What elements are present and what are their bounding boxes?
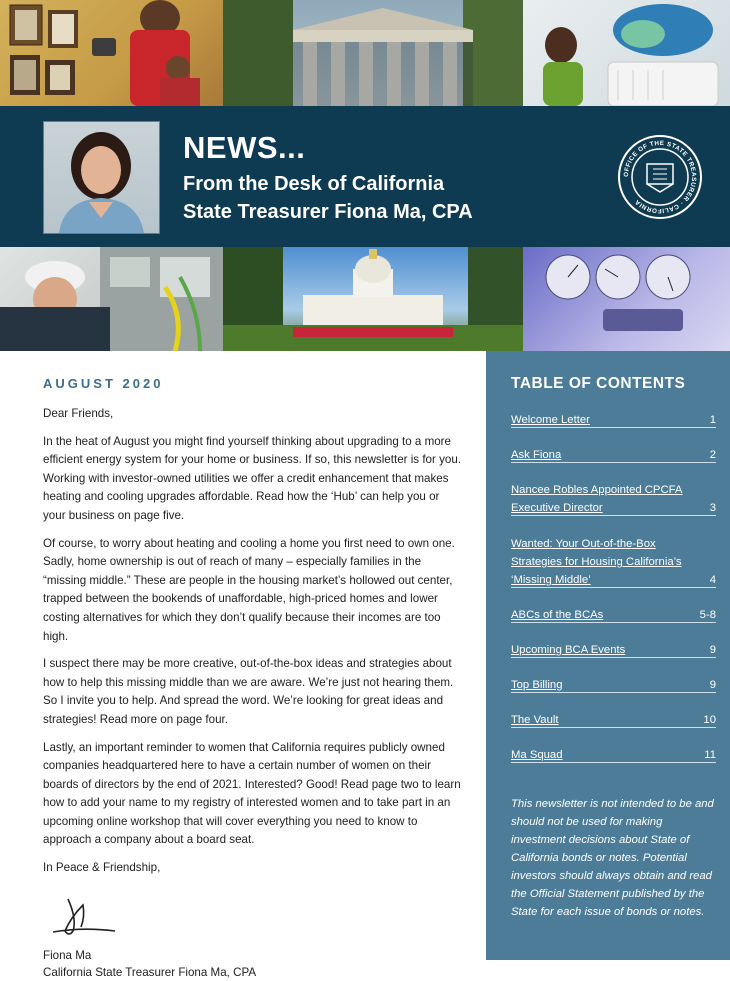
photo-laundry-art — [523, 0, 730, 106]
toc-item-ma-squad[interactable] — [511, 746, 716, 764]
issue-date: AUGUST 2020 — [43, 376, 164, 391]
treasurer-portrait — [43, 121, 160, 234]
toc-item-label: Ask Fiona — [511, 449, 562, 461]
letter-closing: In Peace & Friendship, — [43, 861, 161, 875]
toc-item-label: The Vault — [511, 714, 559, 726]
toc-item-label: Welcome Letter — [511, 414, 590, 426]
toc-item-page: 1 — [709, 414, 716, 426]
masthead-banner — [0, 106, 730, 247]
svg-text:OFFICE OF THE STATE TREASURER — [623, 140, 697, 214]
letter-paragraph-1: In the heat of August you might find yourself thinking about upgrading to a more efficient energy system for your home or business. If so, this newsletter is for you. Working with investor-owned utilities we offer a credit enhancement that makes heating and cooling upgrades affordable. Read how the ‘Hub’ can help you or your business on page five. — [43, 434, 461, 522]
toc-heading: TABLE OF CONTENTS — [511, 375, 686, 392]
toc-item-page: 11 — [704, 749, 716, 761]
letter-greeting: Dear Friends, — [43, 407, 114, 420]
toc-item-page: 5-8 — [699, 609, 716, 621]
photo-technician-art — [0, 247, 223, 351]
table-of-contents — [486, 351, 730, 960]
photo-capitol-columns-art — [223, 0, 523, 106]
toc-item-the-vault[interactable] — [511, 711, 716, 729]
photo-capitol-columns — [223, 0, 523, 106]
seal-text: OFFICE OF THE STATE TREASURER · CALIFORNIA — [622, 139, 698, 215]
toc-item-label: Nancee Robles Appointed CPCFA Executive Director — [511, 484, 683, 514]
signature — [43, 887, 463, 947]
toc-item-label: ABCs of the BCAs — [511, 609, 604, 621]
letter-paragraph-3: I suspect there may be more creative, out-of-the-box ideas and strategies about how to help this missing middle than we are aware. We’re just not hearing them. So I invite you to help. And spread the word. We’re looking for great ideas and strategies! Read more on page four. — [43, 657, 454, 726]
toc-item-abcs-of-bcas[interactable] — [511, 606, 716, 624]
photo-capitol-building — [223, 247, 523, 351]
portrait-art — [44, 122, 159, 233]
photo-thermostat-art — [0, 0, 223, 106]
toc-item-label: Ma Squad — [511, 749, 563, 761]
photo-capitol-building-art — [223, 247, 523, 351]
toc-item-page: 3 — [709, 502, 716, 514]
newsletter-subtitle-line1: From the Desk of California — [183, 173, 445, 195]
letter-paragraph-4: Lastly, an important reminder to women that California requires publicly owned companies headquartered here to have a certain number of women on their boards of directors by the end of 2021. Interested? Good! Read page two to learn how to add your name to my registry of interested women and to take part in an upcoming online workshop that will cover everything you need to know to approach a company about a board seat. — [43, 740, 461, 847]
treasurer-seal-icon — [617, 134, 703, 220]
toc-item-page: 4 — [709, 574, 716, 586]
newsletter-subtitle-line2: State Treasurer Fiona Ma, CPA — [183, 201, 473, 223]
toc-item-nancee-robles[interactable] — [511, 481, 716, 517]
toc-item-page: 10 — [703, 714, 716, 726]
photo-laundry — [523, 0, 730, 106]
newsletter-title: NEWS... — [183, 130, 306, 165]
signature-icon — [43, 887, 123, 942]
toc-item-page: 9 — [709, 644, 716, 656]
toc-item-page: 9 — [709, 679, 716, 691]
toc-item-label: Top Billing — [511, 679, 563, 691]
toc-item-upcoming-bca-events[interactable] — [511, 641, 716, 659]
toc-item-missing-middle[interactable] — [511, 535, 716, 589]
photo-technician — [0, 247, 223, 351]
toc-item-welcome-letter[interactable] — [511, 411, 716, 429]
toc-item-ask-fiona[interactable] — [511, 446, 716, 464]
signer-title: California State Treasurer Fiona Ma, CPA — [43, 965, 257, 979]
toc-item-page: 2 — [709, 449, 716, 461]
photo-thermostat — [0, 0, 223, 106]
welcome-letter — [43, 370, 463, 981]
top-photo-strip — [0, 0, 730, 106]
investment-disclaimer: This newsletter is not intended to be and should not be used for making investment decisions about State of California bonds or notes. Potential investors should always obtain and read the Official Statement published by the State for each issue of bonds or notes. — [511, 798, 714, 918]
toc-item-label: Wanted: Your Out-of-the-Box Strategies for Housing California’s ‘Missing Middle’ — [511, 538, 682, 586]
signer-name: Fiona Ma — [43, 948, 92, 962]
letter-paragraph-2: Of course, to worry about heating and cooling a home you first need to own one. Sadly, home ownership is out of reach of many – especially families in the “missing middle.” These are people in the housing market’s hollowed out center, trapped between the bookends of unaffordable, high-priced homes and lower costing alternatives for which they don’t qualify because their incomes are too high. — [43, 536, 455, 643]
photo-meter-art — [523, 247, 730, 351]
toc-item-label: Upcoming BCA Events — [511, 644, 626, 656]
photo-meter — [523, 247, 730, 351]
bottom-photo-strip — [0, 247, 730, 351]
toc-item-top-billing[interactable] — [511, 676, 716, 694]
